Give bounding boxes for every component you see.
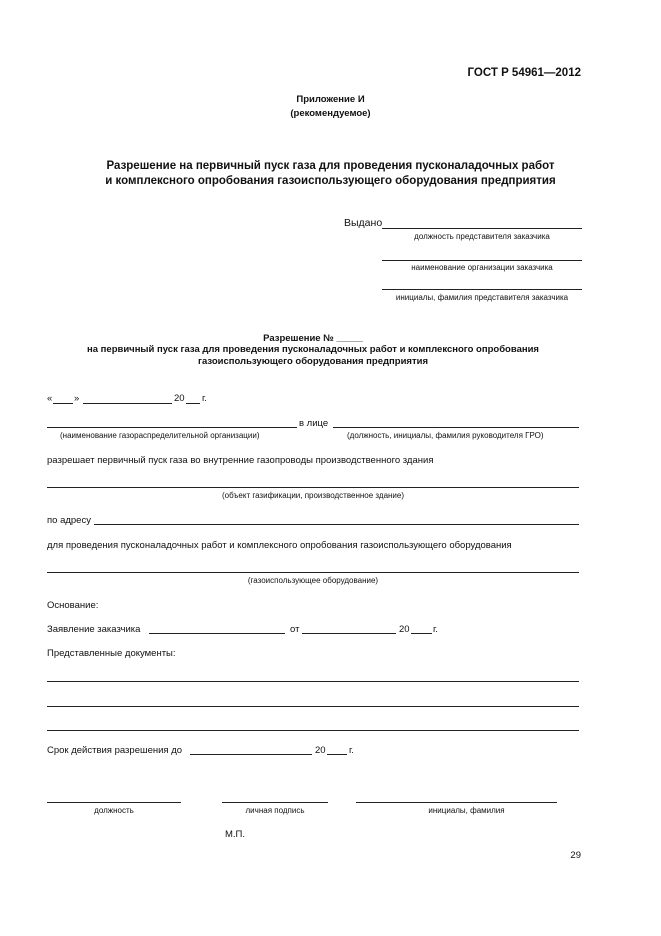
appendix-status: (рекомендуемое) xyxy=(290,108,371,119)
in-person-label: в лице xyxy=(299,418,329,429)
gro-name-line xyxy=(47,427,297,428)
issued-position-line xyxy=(382,228,582,229)
application-from-label: от xyxy=(290,624,300,635)
gro-head-caption: (должность, инициалы, фамилия руководителя ГРО) xyxy=(347,431,544,440)
documents-label: Представленные документы: xyxy=(47,648,176,659)
documents-line-3 xyxy=(47,730,579,731)
permit-subtitle-line2: газоиспользующего оборудования предприятия xyxy=(197,356,428,367)
permit-subtitle-line1: на первичный пуск газа для проведения пусконаладочных работ и комплексного опробования xyxy=(87,344,539,355)
page-number: 29 xyxy=(570,850,581,861)
validity-year-prefix: 20 xyxy=(315,745,326,756)
validity-year-line xyxy=(327,754,347,755)
date-month-line xyxy=(83,403,172,404)
object-caption: (объект газификации, производственное здание) xyxy=(221,491,405,500)
validity-label: Срок действия разрешения до xyxy=(47,745,183,756)
issued-name-line xyxy=(382,289,582,290)
application-year-line xyxy=(411,633,432,634)
basis-label: Основание: xyxy=(47,600,99,611)
validity-year-suffix: г. xyxy=(349,745,354,756)
application-year-suffix: г. xyxy=(433,624,438,635)
issued-label: Выдано xyxy=(344,217,383,229)
validity-date-line xyxy=(190,754,312,755)
purpose-text: для проведения пусконаладочных работ и комплексного опробования газоиспользующего оборудования xyxy=(47,540,512,551)
equipment-caption: (газоиспользующее оборудование) xyxy=(247,576,379,585)
issued-position-caption: должность представителя заказчика xyxy=(414,232,550,241)
seal-label: М.П. xyxy=(225,829,246,840)
date-close-quote: » xyxy=(74,393,80,404)
issued-name-caption: инициалы, фамилия представителя заказчика xyxy=(395,293,569,302)
gro-name-caption: (наименование газораспределительной организации) xyxy=(60,431,260,440)
date-year-line xyxy=(186,403,200,404)
documents-line-1 xyxy=(47,681,579,682)
signature-name-line xyxy=(356,802,557,803)
date-year-prefix: 20 xyxy=(174,393,185,404)
application-label: Заявление заказчика xyxy=(47,624,141,635)
application-number-line xyxy=(149,633,285,634)
signature-position-caption: должность xyxy=(94,806,134,815)
appendix-title: Приложение И xyxy=(296,94,365,105)
date-year-suffix: г. xyxy=(202,393,207,404)
address-line xyxy=(94,524,579,525)
signature-position-line xyxy=(47,802,181,803)
standard-code: ГОСТ Р 54961—2012 xyxy=(467,67,581,79)
gro-head-line xyxy=(333,427,579,428)
equipment-line xyxy=(47,572,579,573)
issued-org-line xyxy=(382,260,582,261)
document-title-line2: и комплексного опробования газоиспользующего оборудования предприятия xyxy=(105,175,556,187)
application-date-line xyxy=(302,633,396,634)
documents-line-2 xyxy=(47,706,579,707)
application-year-prefix: 20 xyxy=(399,624,410,635)
permits-text: разрешает первичный пуск газа во внутренние газопроводы производственного здания xyxy=(47,455,434,466)
address-label: по адресу xyxy=(47,515,91,526)
object-line xyxy=(47,487,579,488)
signature-sign-caption: личная подпись xyxy=(245,806,305,815)
signature-name-caption: инициалы, фамилия xyxy=(428,806,505,815)
signature-sign-line xyxy=(222,802,328,803)
date-open-quote: « xyxy=(47,393,53,404)
document-title-line1: Разрешение на первичный пуск газа для проведения пусконаладочных работ xyxy=(106,160,555,172)
issued-org-caption: наименование организации заказчика xyxy=(411,263,553,272)
permit-title: Разрешение № _____ xyxy=(263,333,363,344)
date-day-line xyxy=(53,403,73,404)
